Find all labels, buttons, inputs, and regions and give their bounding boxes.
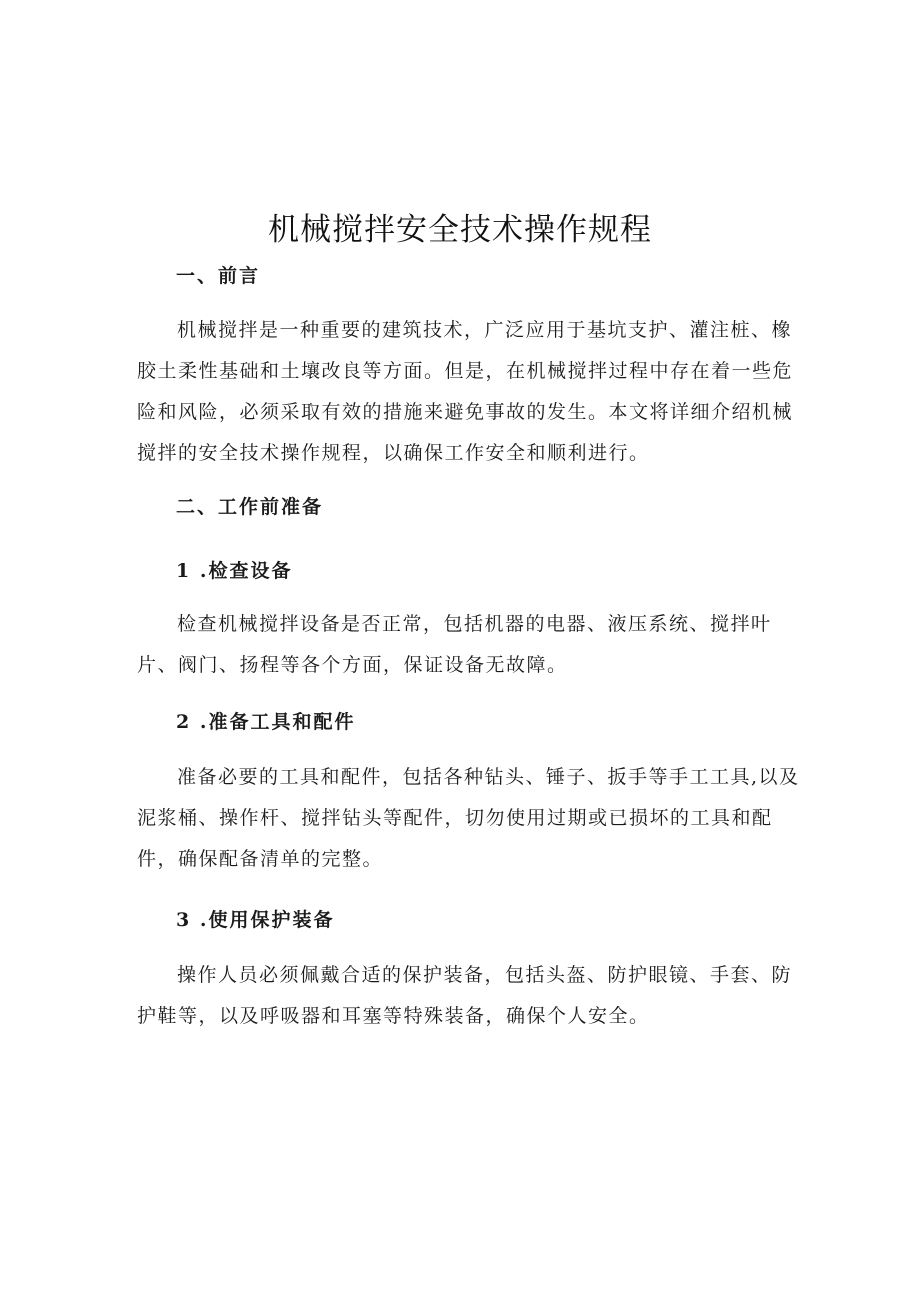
paragraph-line: 检查机械搅拌设备是否正常，包括机器的电器、液压系统、搅拌叶 bbox=[177, 613, 772, 635]
paragraph-line: 操作人员必须佩戴合适的保护装备，包括头盔、防护眼镜、手套、防 bbox=[177, 964, 793, 986]
subsection-heading-protective-gear: 3 .使用保护装备 bbox=[176, 909, 335, 931]
subsection-paragraph-check-equipment bbox=[137, 604, 787, 686]
subsection-heading-tools: 2 .准备工具和配件 bbox=[176, 711, 356, 733]
subsection-paragraph-tools bbox=[137, 757, 800, 880]
paragraph-line: 搅拌的安全技术操作规程，以确保工作安全和顺利进行。 bbox=[137, 442, 650, 464]
paragraph-line: 护鞋等，以及呼吸器和耳塞等特殊装备，确保个人安全。 bbox=[137, 1005, 650, 1027]
subsection-heading-check-equipment: 1 .检查设备 bbox=[176, 560, 293, 582]
document-title: 机械搅拌安全技术操作规程 bbox=[268, 212, 652, 248]
paragraph-line: 准备必要的工具和配件，包括各种钻头、锤子、扳手等手工工具,以及 bbox=[177, 766, 800, 788]
paragraph-line: 胶土柔性基础和土壤改良等方面。但是，在机械搅拌过程中存在着一些危 bbox=[137, 360, 794, 382]
section-heading-preface: 一、前言 bbox=[176, 265, 261, 287]
paragraph-line: 件，确保配备清单的完整。 bbox=[137, 848, 384, 870]
paragraph-line: 险和风险，必须采取有效的措施来避免事故的发生。本文将详细介绍机械 bbox=[137, 401, 794, 423]
paragraph-line: 泥浆桶、操作杆、搅拌钻头等配件，切勿使用过期或已损坏的工具和配 bbox=[137, 807, 773, 829]
section-heading-preparation: 二、工作前准备 bbox=[176, 496, 324, 518]
subsection-paragraph-protective-gear bbox=[137, 955, 793, 1037]
paragraph-line: 机械搅拌是一种重要的建筑技术，广泛应用于基坑支护、灌注桩、橡 bbox=[177, 319, 793, 341]
paragraph-line: 片、阀门、扬程等各个方面，保证设备无故障。 bbox=[137, 654, 568, 676]
section-paragraph-preface bbox=[137, 310, 794, 474]
